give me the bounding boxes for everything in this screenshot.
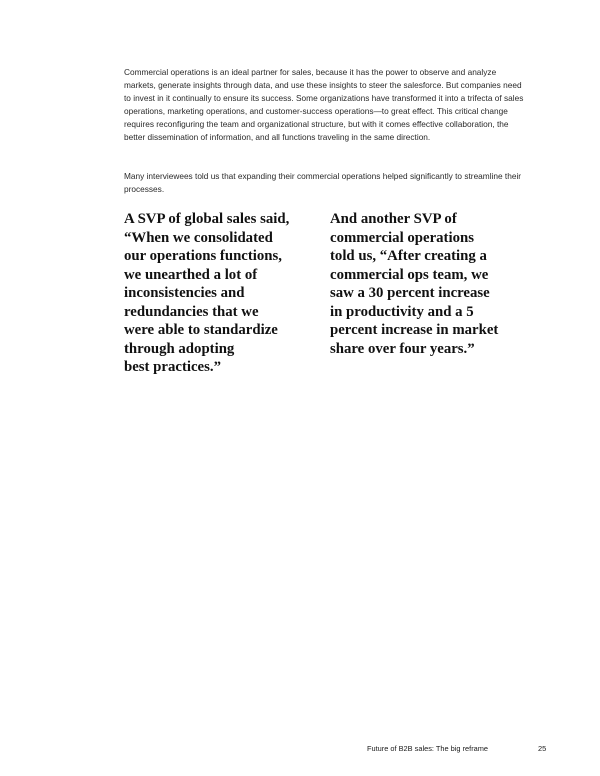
interviewees-paragraph: Many interviewees told us that expanding their commercial operations helped significantly to streamline their processes. [124,171,522,194]
pull-quote-left: A SVP of global sales said, “When we consolidated our operations functions, we unearthed a lot of inconsistencies and redundancies that we were able to standardize through adopting best practices.” [124,211,290,375]
page-number: 25 [538,744,547,753]
pull-quote-right: And another SVP of commercial operations told us, “After creating a commercial ops team, we saw a 30 percent increase in productivity and a 5 percent increase in market share over four years.” [330,211,499,357]
footer-report-title: Future of B2B sales: The big reframe [367,744,489,753]
intro-paragraph: Commercial operations is an ideal partner for sales, because it has the power to observe and analyze markets, generate insights through data, and use these insights to steer the salesforce. But companies need to invest in it continually to ensure its success. Some organizations have transformed it into a trifecta of sales operations, marketing operations, and customer-success operations—to great effect. This critical change requires reconfiguring the team and organizational structure, but with it comes effective collaboration, the better dissemination of information, and all functions traveling in the same direction. [124,67,524,142]
